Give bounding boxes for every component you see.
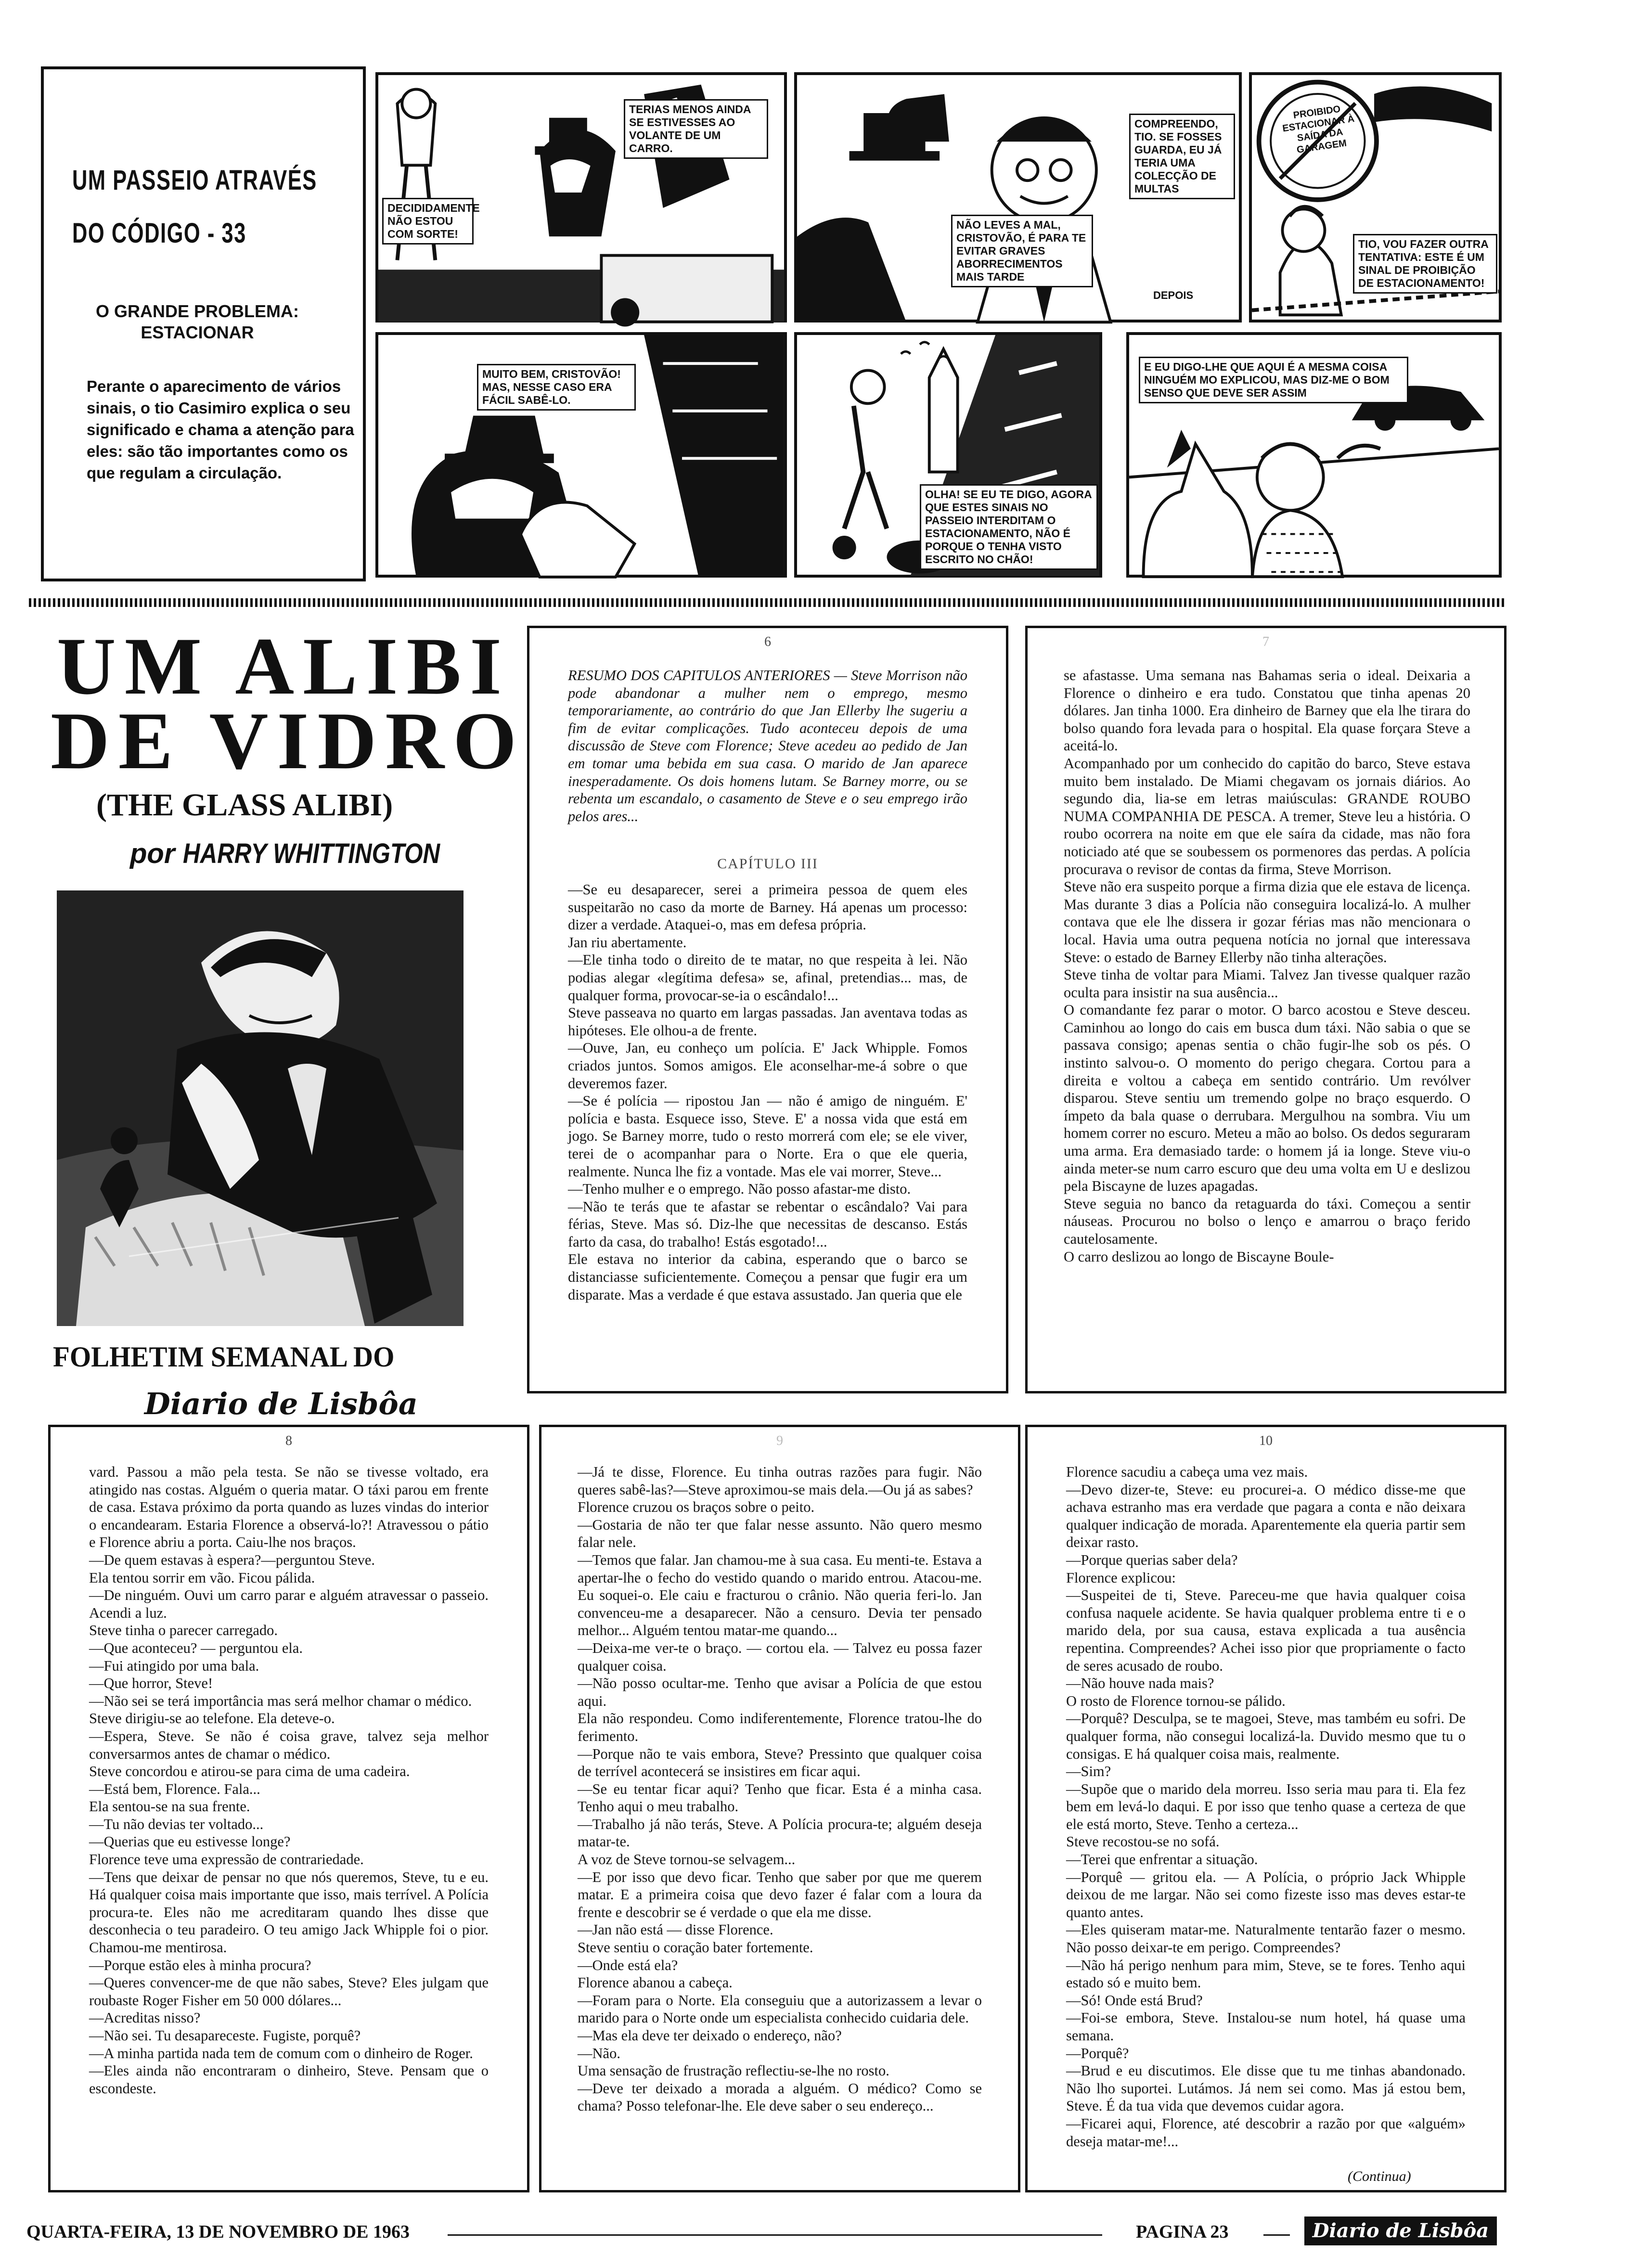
novel-illustration (57, 890, 464, 1326)
novel-illustration-art (57, 890, 464, 1326)
column-page-number-5: 10 (1259, 1433, 1273, 1448)
novel-author: HARRY WHITTINGTON (182, 838, 440, 869)
comic-panel-5-caption-1: OLHA! SE EU TE DIGO, AGORA QUE ESTES SINAIS NO PASSEIO INTERDITAM O ESTACIONAMENTO, NÃO É PORQUE O TENHA VISTO ESCRITO NO CHÃO! (920, 484, 1098, 570)
column-summary: RESUMO DOS CAPITULOS ANTERIORES — Steve Morrison não pode abandonar a mulher nem o emprego, mesmo temporariamente, ao contrário do que Jan Ellerby lhe sugeriu a fim de evitar complicações. Tudo aconteceu depois de uma discussão de Steve com Florence; Steve acedeu ao pedido de Jan em tomar uma bebida em sua casa. O marido de Jan aparece inesperadamente. Os dois homens lutam. Se Barney morre, ou se rebenta um escandalo, o casamento de Steve e o seu emprego irão pelos ares... (568, 667, 971, 825)
comic-panel-2 (794, 72, 1242, 322)
novel-original-title: (THE GLASS ALIBI) (96, 787, 393, 823)
footer-logo: Diario de Lisbôa (1304, 2216, 1497, 2245)
newspaper-logo: Diario de Lisbôa (144, 1386, 418, 1421)
comic-subtitle: O GRANDE PROBLEMA: ESTACIONAR (96, 301, 299, 342)
novel-title-line1: UM ALIBI (57, 621, 511, 711)
column-page-number-3: 8 (285, 1433, 292, 1448)
comic-panel-4-caption-1: MUITO BEM, CRISTOVÃO! MAS, NESSE CASO ERA FÁCIL SABÊ-LO. (477, 364, 636, 411)
comic-panel-2-caption-2: NÃO LEVES A MAL, CRISTOVÃO, É PARA TE EVITAR GRAVES ABORRECIMENTOS MAIS TARDE (951, 215, 1093, 287)
comic-panel-4 (375, 332, 787, 578)
column-page-number-2: 7 (1262, 634, 1269, 649)
column-text-3: vard. Passou a mão pela testa. Se não se tivesse voltado, era atingido nas costas. Alguém o queria matar. O táxi parou em frente de casa. Estava próximo da porta quando as luzes vindas do interior o encandearam. Estaria Florence a observá-lo?! Atravessou o pátio e Florence abriu a porta. Caiu-lhe nos braços. —De quem estavas à espera?—perguntou Steve. Ela tentou sorrir em vão. Ficou pálida. —De ninguém. Ouvi um carro parar e alguém atravessar o passeio. Acendi a luz. Steve tinha o parecer carregado. —Que aconteceu? — perguntou ela. —Fui atingido por uma bala. —Que horror, Steve! —Não sei se terá importância mas será melhor chamar o médico. Steve dirigiu-se ao telefone. Ela deteve-o. —Espera, Steve. Se não é coisa grave, talvez seja melhor conversarmos antes de chamar o médico. Steve concordou e atirou-se para cima de uma cadeira. —Está bem, Florence. Fala... Ela sentou-se na sua frente. —Tu não devias ter voltado... —Querias que eu estivesse longe? Florence teve uma expressão de contrariedade. —Tens que deixar de pensar no que nós queremos, Steve, tu e eu. Há qualquer coisa mais importante que isso, mais terrível. A Polícia procura-te. Eles não me acreditaram quando lhes disse que desconhecia o teu paradeiro. O teu amigo Jack Whipple foi o pior. Chamou-me mentirosa. —Porque estão eles à minha procura? —Queres convencer-me de que não sabes, Steve? Eles julgam que roubaste Roger Fisher em 50 000 dólares... —Acreditas nisso? —Não sei. Tu desapareceste. Fugiste, porquê? —A minha partida nada tem de comum com o dinheiro de Roger. —Eles ainda não encontraram o dinheiro, Steve. Pensam que o escondeste. (89, 1464, 489, 2097)
column-page-number-4: 9 (776, 1433, 783, 1448)
footer-page: PAGINA 23 (1136, 2222, 1229, 2242)
folhetim-label: FOLHETIM SEMANAL DO (53, 1341, 395, 1373)
comic-panel-5 (794, 332, 1102, 578)
comic-panel-3-caption-1: TIO, VOU FAZER OUTRA TENTATIVA: ESTE É UM SINAL DE PROIBIÇÃO DE ESTACIONAMENTO! (1353, 234, 1497, 294)
novel-author-prefix: por (130, 838, 175, 869)
comic-panel-3 (1249, 72, 1502, 322)
column-text-4: —Já te disse, Florence. Eu tinha outras razões para fugir. Não queres sabê-las?—Steve aproximou-se mais dela.—Ou já as sabes? Florence cruzou os braços sobre o peito. —Gostaria de não ter que falar nesse assunto. Não quero mesmo falar nele. —Temos que falar. Jan chamou-me à sua casa. Eu menti-te. Estava a apertar-lhe o fecho do vestido quando o marido entrou. Atacou-me. Eu soquei-o. Ele caiu e fracturou o crânio. Não queria feri-lo. Jan convenceu-me a desaparecer. Não a censuro. Devia ter pensado melhor... Alguém tentou matar-me quando... —Deixa-me ver-te o braço. — cortou ela. — Talvez eu possa fazer qualquer coisa. —Não posso ocultar-me. Tenho que avisar a Polícia de que estou aqui. Ela não respondeu. Como indiferentemente, Florence tratou-lhe do ferimento. —Porque não te vais embora, Steve? Pressinto que qualquer coisa de terrível acontecerá se insistires em ficar aqui. —Se eu tentar ficar aqui? Tenho que ficar. Esta é a minha casa. Tenho aqui o meu trabalho. —Trabalho já não terás, Steve. A Polícia procura-te; alguém deseja matar-te. A voz de Steve tornou-se selvagem... —E por isso que devo ficar. Tenho que saber por que me querem matar. E a primeira coisa que devo fazer é falar com a loura da frente e descobrir se é verdade o que ela me disse. —Jan não está — disse Florence. Steve sentiu o coração bater fortemente. —Onde está ela? Florence abanou a cabeça. —Foram para o Norte. Ela conseguiu que a autorizassem a levar o marido para o Norte onde um especialista conhecido cuidaria dele. —Mas ela deve ter deixado o endereço, não? —Não. Uma sensação de frustração reflectiu-se-lhe no rosto. —Deve ter deixado a morada a alguém. O médico? Como se chama? Posso telefonar-lhe. Ele deve saber o seu endereço... (578, 1464, 982, 2114)
column-text-5: Florence sacudiu a cabeça uma vez mais. —Devo dizer-te, Steve: eu procurei-a. O médico disse-me que achava estranho mas era verdade que pagara a conta e não deixara qualquer indicação de morada. Aparentemente ela queria partir sem deixar rasto. —Porque querias saber dela? Florence explicou: —Suspeitei de ti, Steve. Pareceu-me que havia qualquer coisa confusa naquele acidente. Se havia qualquer problema entre ti e o marido dela, por sua causa, estava explicada a tua ausência repentina. Compreendes? Achei isso pior que propriamente o facto de seres acusado de roubo. —Não houve nada mais? O rosto de Florence tornou-se pálido. —Porquê? Desculpa, se te magoei, Steve, mas também eu sofri. De qualquer forma, não consegui localizá-la. Duvido mesmo que tu o consigas. E há qualquer coisa mais, realmente. —Sim? —Supõe que o marido dela morreu. Isso seria mau para ti. Ela fez bem em levá-lo daqui. E por isso que tenho quase a certeza de que ele está morto, Steve. Tenho a certeza... Steve recostou-se no sofá. —Terei que enfrentar a situação. —Porquê — gritou ela. — A Polícia, o próprio Jack Whipple deixou de me largar. Não sei como fizeste isso mas deves estar-te quanto antes. —Eles quiseram matar-me. Naturalmente tentarão fazer o mesmo. Não posso deixar-te em perigo. Compreendes? —Não há perigo nenhum para mim, Steve, se te fores. Tenho aqui estado só e muito bem. —Só! Onde está Brud? —Foi-se embora, Steve. Instalou-se num hotel, há quase uma semana. —Porquê? —Brud e eu discutimos. Ele disse que tu me tinhas abandonado. Não lho suportei. Lutámos. Já nem sei como. Mas já estou bem, Steve. É da tua vida que devemos cuidar agora. —Ficarei aqui, Florence, até descobrir a razão por que «alguém» deseja matar-me!... (1066, 1464, 1466, 2150)
comic-panel-6-caption-1: E EU DIGO-LHE QUE AQUI É A MESMA COISA NINGUÉM MO EXPLICOU, MAS DIZ-ME O BOM SENSO QUE DEVE SER ASSIM (1139, 357, 1408, 403)
comic-panel-1 (375, 72, 787, 322)
comic-description: Perante o aparecimento de vários sinais, o tio Casimiro explica o seu significado e chama a atenção para eles: são tão importantes como os que regulam a circulação. (87, 377, 354, 482)
novel-author-line (130, 838, 485, 870)
comic-panel-2-label: DEPOIS (1153, 289, 1194, 301)
comic-panel-2-caption-1: COMPREENDO, TIO. SE FOSSES GUARDA, EU JÁ TERIA UMA COLECÇÃO DE MULTAS (1129, 114, 1235, 199)
column-page-number-1: 6 (764, 634, 771, 649)
footer-rule-left (448, 2234, 1102, 2236)
column-text-1: —Se eu desaparecer, serei a primeira pessoa de quem eles suspeitarão no caso da morte de Barney. Há apenas um processo: dizer a verdade. Ataquei-o, mas em defesa própria. Jan riu abertamente. —Ele tinha todo o direito de te matar, no que respeita à lei. Não podias alegar «legítima defesa» se, afinal, pretendias... mas, de qualquer forma, provocar-se-ia o escândalo!... Steve passeava no quarto em largas passadas. Jan aventava todas as hipóteses. Ele olhou-a de frente. —Ouve, Jan, eu conheço um polícia. E' Jack Whipple. Fomos criados juntos. Somos amigos. Ele aconselhar-me-á sobre o que deveremos fazer. —Se é polícia — ripostou Jan — não é amigo de ninguém. E' polícia e basta. Esquece isso, Steve. E' a nossa vida que está em jogo. Se Barney morre, tudo o resto morrerá com ele; se ele viver, terei de o acompanhar para o Norte. Era o que ele queria, realmente. Nunca lhe fiz a vontade. Mas ele vai morrer, Steve... —Tenho mulher e o emprego. Não posso afastar-me disto. —Não te terás que te afastar se rebentar o escândalo? Vai para férias, Steve. Mas só. Diz-lhe que necessitas de descanso. Estás farto da casa, do trabalho! Estás esgotado!... Ele estava no interior da cabina, esperando que o barco se distanciasse suficientemente. Começou a pensar que fugir era um disparate. Mas a verdade é que estava assustado. Jan queria que ele (568, 881, 967, 1303)
novel-title-line2: DE VIDRO (51, 696, 526, 786)
comic-title-2: DO CÓDIGO - 33 (72, 218, 246, 249)
comic-title: UM PASSEIO ATRAVÉS (72, 165, 317, 196)
continua-label: (Continua) (1348, 2168, 1411, 2184)
no-parking-sign: PROIBIDO ESTACIONAR À SAÍDA DA GARAGEM (1282, 103, 1355, 155)
section-divider (29, 598, 1506, 607)
footer-rule-right (1263, 2234, 1290, 2236)
footer-date: QUARTA-FEIRA, 13 DE NOVEMBRO DE 1963 (26, 2222, 410, 2242)
comic-panel-1-caption-1: DECIDIDAMENTE NÃO ESTOU COM SORTE! (382, 198, 474, 245)
comic-panel-6 (1126, 332, 1502, 578)
comic-panel-1-caption-2: TERIAS MENOS AINDA SE ESTIVESSES AO VOLANTE DE UM CARRO. (624, 99, 768, 159)
chapter-heading: CAPÍTULO III (717, 856, 818, 872)
column-text-2: se afastasse. Uma semana nas Bahamas seria o ideal. Deixaria a Florence o dinheiro e era tudo. Constatou que tinha apenas 20 dólares. Jan tinha 1000. Era dinheiro de Barney que ela lhe tirara do bolso quando fora levada para o hospital. Ela quase forçara Steve a aceitá-lo. Acompanhado por um conhecido do capitão do barco, Steve estava muito bem instalado. De Miami chegavam os jornais diários. Ao segundo dia, lia-se em letras maiúsculas: GRANDE ROUBO NUMA COMPANHIA DE PESCA. A tremer, Steve leu a história. O roubo ocorrera na noite em que ele saíra da cidade, mas não fora noticiado até que se soubessem os pormenores das perdas. A polícia procurava o revisor de contas da firma, Steve Morrison. Steve não era suspeito porque a firma dizia que ele estava de licença. Mas durante 3 dias a Polícia não conseguira localizá-lo. A mulher contava que ele lhe dissera ir gozar férias mas não mencionara o local. Havia uma outra pequena notícia no jornal que interessava Steve: o estado de Barney Ellerby não tinha alterações. Steve tinha de voltar para Miami. Talvez Jan tivesse qualquer razão oculta para insistir na sua ausência... O comandante fez parar o motor. O barco acostou e Steve desceu. Caminhou ao longo do cais em busca dum táxi. Não sabia o que se passava consigo; apenas sentia o chão fugir-lhe sob os pés. O instinto salvou-o. O momento do perigo chegara. Cortou para a direita e voltou a cabeça em sentido contrário. Um revólver disparou. Steve sentiu um tremendo golpe no braço esquerdo. O ímpeto da bala quase o derrubara. Mergulhou na sombra. Viu um homem correr no escuro. Meteu a mão ao bolso. Os dedos seguraram uma arma. Era demasiado tarde: o homem já ia longe. Steve viu-o ainda meter-se num carro escuro que deu uma volta em U e deslizou pela Biscayne de luzes apagadas. Steve seguia no banco da retaguarda do táxi. Começou a sentir náuseas. Procurou no bolso o lenço e amarrou o braço ferido cautelosamente. O carro deslizou ao longo de Biscayne Boule- (1064, 667, 1470, 1265)
